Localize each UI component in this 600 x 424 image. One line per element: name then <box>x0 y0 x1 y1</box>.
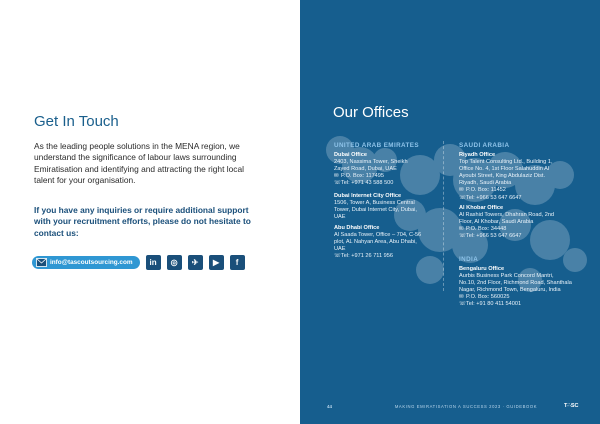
facebook-icon[interactable]: f <box>230 255 245 270</box>
contact-cta: If you have any inquiries or require additional support with your recruitment efforts, please do not hesitate to contact us: <box>34 205 251 238</box>
office-name: Al Khobar Office <box>459 205 504 211</box>
office-address: UAE <box>334 214 346 221</box>
envelope-icon <box>34 256 48 269</box>
office-address: Aurbis Business Park Concord Mantri, <box>459 273 554 280</box>
office-address: Zayed Road, Dubai, UAE <box>334 166 397 173</box>
office-address: 2403, Nassima Tower, Sheikh <box>334 159 408 166</box>
office-name: Riyadh Office <box>459 152 496 158</box>
office-address: No.10, 2nd Floor, Richmond Road, Shanthala <box>459 280 572 287</box>
office-address: Ayoubi Street, King Abdulaziz Dist. <box>459 173 546 180</box>
office-address: Tower, Dubai Internet City, Dubai, <box>334 207 417 214</box>
office-address: Office No. 4, 1st Floor Salahuddin Al <box>459 166 550 173</box>
office-address: Floor, Al Khobar, Saudi Arabia <box>459 219 534 226</box>
office-address: Al Rashid Towers, Dhahran Road, 2nd <box>459 212 555 219</box>
abu-dhabi-office <box>334 225 442 260</box>
our-offices-heading: Our Offices <box>333 104 409 121</box>
twitter-icon[interactable]: ✈ <box>188 255 203 270</box>
phone-icon: ☏ <box>459 194 466 201</box>
phone-number[interactable]: Tel: +966 53 647 6647 <box>466 233 522 240</box>
bengaluru-office <box>459 266 597 309</box>
po-box: P.O. Box: 560025 <box>466 294 510 301</box>
office-address: 1506, Tower A, Business Central <box>334 200 415 207</box>
dic-office <box>334 193 442 221</box>
mailbox-icon: ✉ <box>459 187 464 194</box>
email-link[interactable] <box>32 256 140 269</box>
youtube-icon[interactable]: ▶ <box>209 255 224 270</box>
phone-number[interactable]: Tel: +971 26 711 956 <box>341 253 393 260</box>
phone-number[interactable]: Tel: +91 80 411 54001 <box>466 301 522 308</box>
mailbox-icon: ✉ <box>334 173 339 180</box>
phone-icon: ☏ <box>334 253 341 260</box>
po-box: P.O. Box: 11452 <box>466 187 506 194</box>
riyadh-office <box>459 152 594 202</box>
office-address: plot, AL Nahyan Area, Abu Dhabi, <box>334 239 417 246</box>
khobar-office <box>459 205 594 240</box>
office-name: Abu Dhabi Office <box>334 225 380 231</box>
page-number: 44 <box>327 404 333 409</box>
page-footer <box>300 404 600 414</box>
column-divider <box>443 141 444 291</box>
po-box: P.O. Box: 117495 <box>341 173 385 180</box>
office-name: Dubai Office <box>334 152 367 158</box>
linkedin-icon[interactable]: in <box>146 255 161 270</box>
phone-icon: ☏ <box>459 233 466 240</box>
contact-links <box>32 254 245 270</box>
office-name: Bengaluru Office <box>459 266 505 272</box>
office-name: Dubai Internet City Office <box>334 193 402 199</box>
phone-icon: ☏ <box>459 301 466 308</box>
office-address: Top Talent Consulting Ltd., Building 1, <box>459 159 553 166</box>
right-page <box>300 0 600 424</box>
get-in-touch-heading: Get In Touch <box>34 113 119 130</box>
intro-paragraph: As the leading people solutions in the MENA region, we understand the significance of labour laws surrounding Emiratisation and identifying and attracting the right local talent for your organisation. <box>34 141 244 185</box>
office-address: UAE <box>334 246 346 253</box>
email-text: info@tascoutsourcing.com <box>50 258 133 266</box>
guidebook-title: MAKING EMIRATISATION A SUCCESS 2023 · GUIDEBOOK <box>394 404 538 409</box>
dubai-office <box>334 152 442 187</box>
phone-icon: ☏ <box>334 180 341 187</box>
office-address: Al Saada Tower, Office – 704, C-56 <box>334 232 422 239</box>
office-address: Riyadh, Saudi Arabia <box>459 180 512 187</box>
mailbox-icon: ✉ <box>459 226 464 233</box>
mailbox-icon: ✉ <box>459 294 464 301</box>
office-address: Nagar, Richmond Town, Bengaluru, India <box>459 287 561 294</box>
saudi-heading: SAUDI ARABIA <box>459 142 510 149</box>
india-heading: INDIA <box>459 256 479 263</box>
phone-number[interactable]: Tel: +971 43 588 500 <box>341 180 394 187</box>
tasc-logo: T∴SC <box>564 403 579 409</box>
instagram-icon[interactable]: ◎ <box>167 255 182 270</box>
uae-heading: UNITED ARAB EMIRATES <box>334 142 419 149</box>
phone-number[interactable]: Tel: +966 53 647 6647 <box>466 194 522 201</box>
po-box: P.O. Box: 34448 <box>466 226 507 233</box>
